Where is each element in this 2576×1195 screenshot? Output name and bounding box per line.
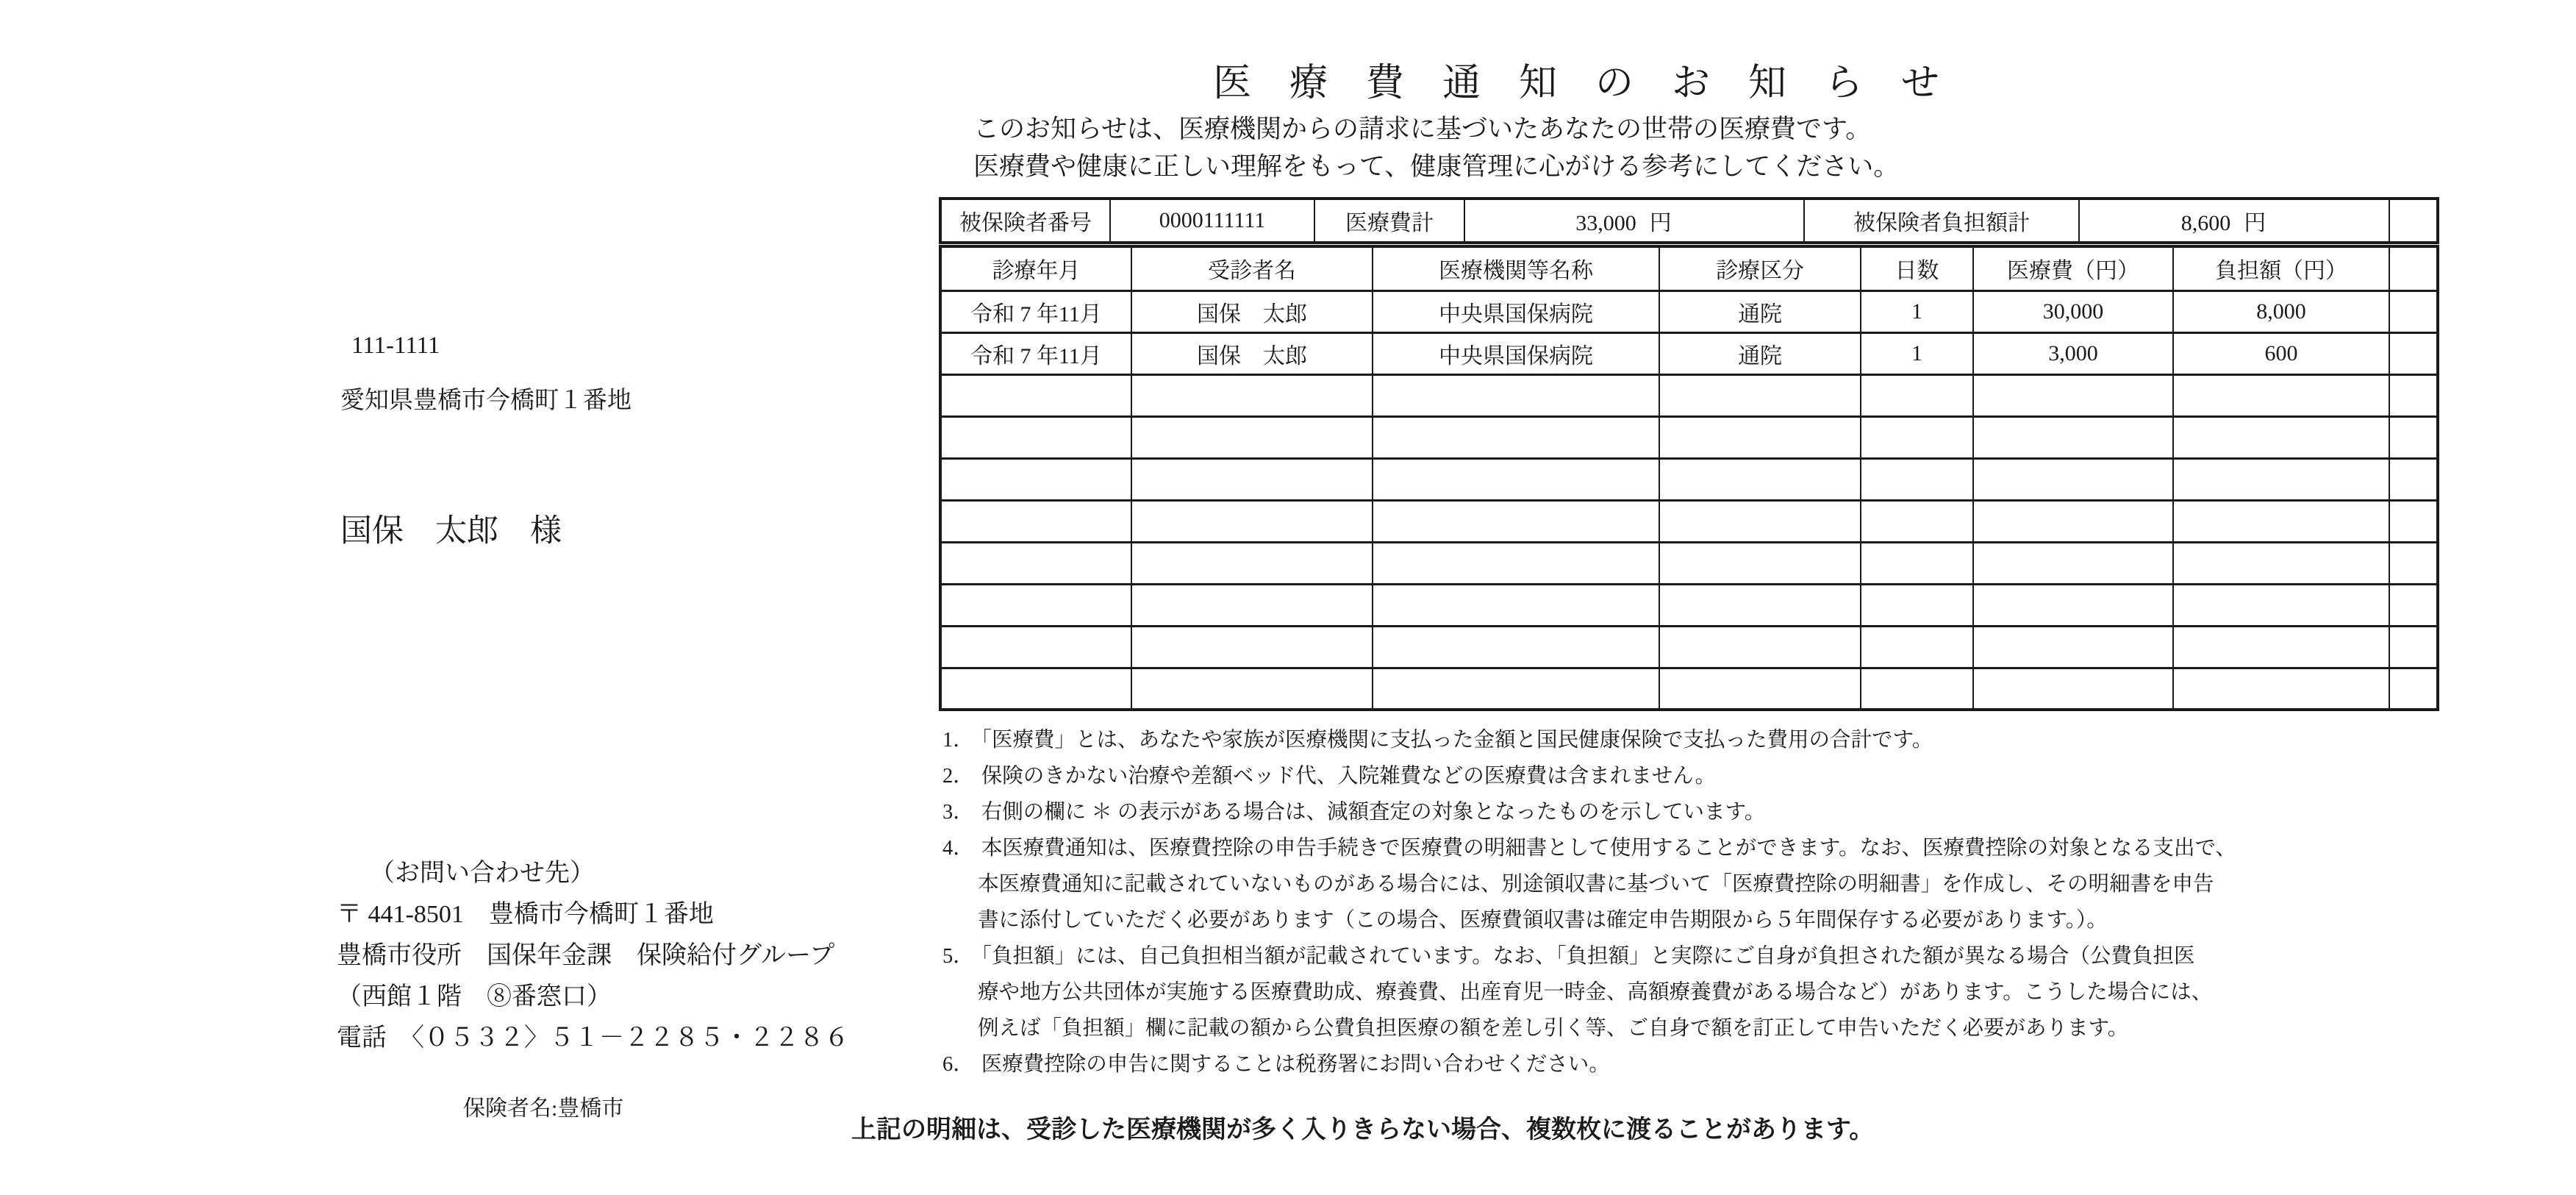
- empty-cell: [1659, 458, 1861, 500]
- column-header-3: 診療区分: [1659, 246, 1861, 290]
- cell-month: 令和 7 年11月: [940, 332, 1131, 374]
- summary-mark-cell: [2389, 199, 2438, 243]
- empty-cell: [1973, 626, 2173, 668]
- empty-cell: [2389, 374, 2438, 416]
- cell-burden: 8,000: [2173, 290, 2389, 332]
- cell-institution: 中央県国保病院: [1373, 290, 1659, 332]
- empty-cell: [1131, 626, 1373, 668]
- empty-cell: [1373, 542, 1659, 584]
- empty-cell: [1861, 374, 1973, 416]
- empty-table-row: [940, 668, 2438, 710]
- empty-cell: [2173, 458, 2389, 500]
- empty-cell: [1131, 500, 1373, 542]
- note-number: 5．: [942, 945, 974, 968]
- empty-cell: [940, 458, 1131, 500]
- empty-cell: [1373, 626, 1659, 668]
- note-number: 4．: [942, 837, 974, 860]
- insurer-name: 保険者名:豊橋市: [463, 1096, 624, 1121]
- cell-patient: 国保 太郎: [1131, 290, 1373, 332]
- empty-cell: [1861, 500, 1973, 542]
- empty-table-row: [940, 458, 2438, 500]
- empty-cell: [1131, 542, 1373, 584]
- empty-cell: [2389, 542, 2438, 584]
- empty-cell: [1861, 416, 1973, 458]
- cell-cost: 30,000: [1973, 290, 2173, 332]
- contact-phone-line: 電話 〈０５３２〉５１－２２８５・２２８６: [337, 1024, 849, 1052]
- empty-cell: [1861, 668, 1973, 710]
- summary-table: [939, 197, 2439, 244]
- note-4-line-1: [942, 830, 2236, 866]
- note-number: 1．: [942, 729, 974, 752]
- recipient-name: 国保 太郎 様: [340, 514, 562, 549]
- note-4-line-3: 書に添付していただく必要があります（この場合、医療費領収書は確定申告期限から５年間保存する必要があります。）。: [978, 909, 2108, 932]
- empty-cell: [2173, 542, 2389, 584]
- empty-cell: [1861, 584, 1973, 626]
- contact-window-line: （西館１階 ⑧番窓口）: [337, 983, 612, 1010]
- empty-table-row: [940, 374, 2438, 416]
- empty-table-row: [940, 626, 2438, 668]
- note-text: 保険のきかない治療や差額ベッド代、入院雑費などの医療費は含まれません。: [981, 765, 1716, 788]
- note-text: 「負担額」には、自己負担相当額が記載されています。なお、「負担額」と実際にご自身が負担された額が異なる場合（公費負担医: [981, 945, 2195, 968]
- contact-block: [337, 857, 849, 1063]
- cell-days: 1: [1861, 290, 1973, 332]
- empty-cell: [2173, 416, 2389, 458]
- medical-total-value: 33,000: [1575, 211, 1636, 235]
- medical-total-cell: [1464, 199, 1804, 243]
- burden-total-cell: [2079, 199, 2389, 243]
- contact-postal-line: 〒 441-8501 豊橋市今橋町１番地: [337, 901, 714, 928]
- note-text: 医療費控除の申告に関することは税務署にお問い合わせください。: [981, 1053, 1610, 1076]
- empty-cell: [1659, 668, 1861, 710]
- empty-cell: [1659, 584, 1861, 626]
- note-text: 本医療費通知は、医療費控除の申告手続きで医療費の明細書として使用することができます。なお、医療費控除の対象となる支出で、: [981, 837, 2236, 860]
- cell-days: 1: [1861, 332, 1973, 374]
- empty-cell: [2173, 374, 2389, 416]
- empty-cell: [1973, 584, 2173, 626]
- empty-cell: [1659, 500, 1861, 542]
- empty-table-row: [940, 584, 2438, 626]
- table-row-1: [940, 332, 2438, 374]
- cell-cost: 3,000: [1973, 332, 2173, 374]
- empty-cell: [1373, 374, 1659, 416]
- empty-cell: [1973, 500, 2173, 542]
- cell-month: 令和 7 年11月: [940, 290, 1131, 332]
- cell-mark: [2389, 290, 2438, 332]
- empty-cell: [1973, 458, 2173, 500]
- empty-cell: [2389, 668, 2438, 710]
- column-header-5: 医療費（円）: [1973, 246, 2173, 290]
- insured-number-label: 被保険者番号: [940, 199, 1110, 243]
- empty-cell: [1973, 416, 2173, 458]
- empty-cell: [1861, 458, 1973, 500]
- empty-cell: [1131, 416, 1373, 458]
- empty-cell: [2389, 626, 2438, 668]
- note-5-line-2: 療や地方公共団体が実施する医療費助成、療養費、出産育児一時金、高額療養費がある場合など）があります。こうした場合には、: [978, 981, 2213, 1004]
- note-2-line-1: [942, 758, 2236, 794]
- intro-line-2: 医療費や健康に正しい理解をもって、健康管理に心がける参考にしてください。: [973, 152, 1900, 181]
- cell-patient: 国保 太郎: [1131, 332, 1373, 374]
- medical-total-label: 医療費計: [1314, 199, 1464, 243]
- note-3-line-1: [942, 794, 2236, 830]
- empty-cell: [2389, 458, 2438, 500]
- empty-cell: [2389, 500, 2438, 542]
- cell-mark: [2389, 332, 2438, 374]
- column-header-7: [2389, 246, 2438, 290]
- yen-unit: 円: [1649, 211, 1672, 235]
- note-6-line-1: [942, 1046, 2236, 1082]
- note-number: 6．: [942, 1053, 974, 1076]
- intro-line-1: このお知らせは、医療機関からの請求に基づいたあなたの世帯の医療費です。: [973, 115, 1872, 143]
- footer-note: 上記の明細は、受診した医療機関が多く入りきらない場合、複数枚に渡ることがあります。: [851, 1116, 1875, 1144]
- empty-cell: [1373, 500, 1659, 542]
- empty-cell: [1131, 458, 1373, 500]
- summary-row: [940, 199, 2438, 243]
- column-header-4: 日数: [1861, 246, 1973, 290]
- empty-cell: [940, 668, 1131, 710]
- insured-number-value: 0000111111: [1110, 199, 1314, 243]
- empty-cell: [1973, 542, 2173, 584]
- notes-list: [942, 722, 2236, 1082]
- column-header-0: 診療年月: [940, 246, 1131, 290]
- note-5-line-1: [942, 938, 2236, 974]
- empty-cell: [1861, 542, 1973, 584]
- empty-cell: [1659, 626, 1861, 668]
- note-4-line-2: 本医療費通知に記載されていないものがある場合には、別途領収書に基づいて「医療費控除の明細書」を作成し、その明細書を申告: [978, 873, 2214, 896]
- note-text: 「医療費」とは、あなたや家族が医療機関に支払った金額と国民健康保険で支払った費用の合計です。: [981, 729, 1933, 752]
- page-title: 医 療 費 通 知 の お 知 ら せ: [1213, 63, 1940, 104]
- column-header-6: 負担額（円）: [2173, 246, 2389, 290]
- empty-cell: [1131, 668, 1373, 710]
- empty-cell: [1973, 374, 2173, 416]
- empty-cell: [1659, 374, 1861, 416]
- empty-cell: [1373, 458, 1659, 500]
- empty-cell: [1131, 584, 1373, 626]
- empty-table-row: [940, 542, 2438, 584]
- empty-cell: [2173, 500, 2389, 542]
- empty-cell: [1973, 668, 2173, 710]
- column-header-2: 医療機関等名称: [1373, 246, 1659, 290]
- note-5-line-3: 例えば「負担額」欄に記載の額から公費負担医療の額を差し引く等、ご自身で額を訂正して申告いただく必要があります。: [978, 1017, 2129, 1040]
- note-number: 3．: [942, 801, 974, 824]
- contact-heading: （お問い合わせ先）: [370, 860, 595, 887]
- note-number: 2．: [942, 765, 974, 788]
- empty-cell: [2173, 626, 2389, 668]
- empty-cell: [1131, 374, 1373, 416]
- empty-cell: [940, 584, 1131, 626]
- empty-cell: [2173, 584, 2389, 626]
- empty-table-row: [940, 416, 2438, 458]
- cell-burden: 600: [2173, 332, 2389, 374]
- column-header-1: 受診者名: [1131, 246, 1373, 290]
- recipient-address: 愛知県豊橋市今橋町１番地: [340, 388, 632, 414]
- empty-cell: [940, 416, 1131, 458]
- empty-cell: [2389, 416, 2438, 458]
- recipient-postal-code: 111-1111: [351, 332, 440, 359]
- burden-total-value: 8,600: [2180, 211, 2231, 235]
- cell-category: 通院: [1659, 290, 1861, 332]
- empty-cell: [2389, 584, 2438, 626]
- empty-table-row: [940, 500, 2438, 542]
- note-text: 右側の欄に ＊ の表示がある場合は、減額査定の対象となったものを示しています。: [981, 801, 1766, 824]
- burden-total-label: 被保険者負担額計: [1804, 199, 2079, 243]
- yen-unit: 円: [2244, 211, 2266, 235]
- empty-cell: [940, 500, 1131, 542]
- empty-cell: [940, 542, 1131, 584]
- empty-cell: [940, 626, 1131, 668]
- empty-cell: [1659, 416, 1861, 458]
- empty-cell: [940, 374, 1131, 416]
- detail-table: [939, 245, 2439, 711]
- empty-cell: [1373, 584, 1659, 626]
- cell-institution: 中央県国保病院: [1373, 332, 1659, 374]
- empty-cell: [2173, 668, 2389, 710]
- empty-cell: [1373, 668, 1659, 710]
- empty-cell: [1659, 542, 1861, 584]
- contact-office-line: 豊橋市役所 国保年金課 保険給付グループ: [337, 942, 835, 969]
- empty-cell: [1861, 626, 1973, 668]
- note-1-line-1: [942, 722, 2236, 758]
- detail-header-row: [940, 246, 2438, 290]
- cell-category: 通院: [1659, 332, 1861, 374]
- empty-cell: [1373, 416, 1659, 458]
- table-row-0: [940, 290, 2438, 332]
